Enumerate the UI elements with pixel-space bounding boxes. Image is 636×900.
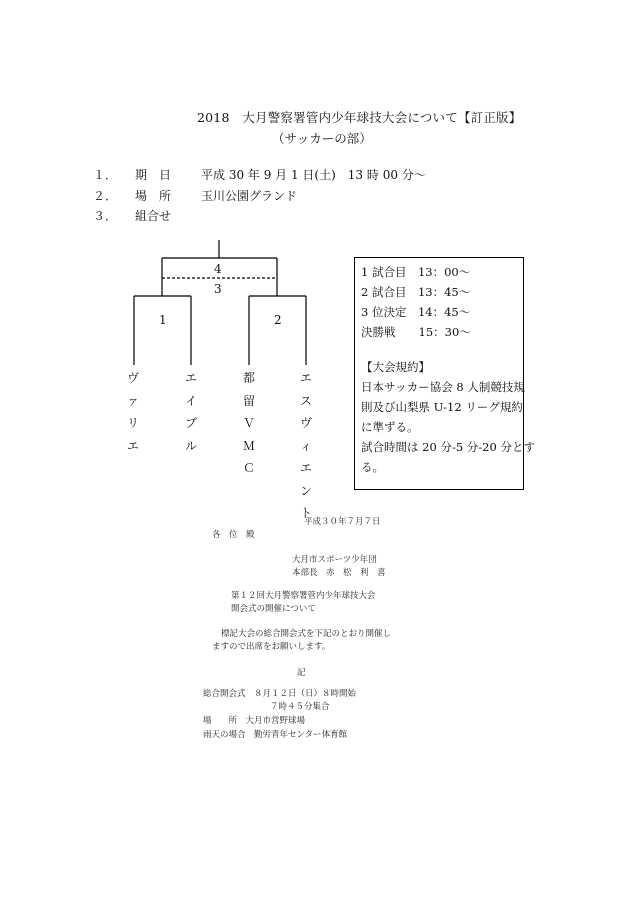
rules-line: 試合時間は 20 分-5 分-20 分とす bbox=[361, 440, 535, 454]
schedule-line: 3 位決定 14：45～ bbox=[361, 305, 471, 319]
notice-ki: 記 bbox=[297, 668, 306, 678]
rules-line: に準ずる。 bbox=[361, 420, 419, 434]
item-place-number: ２． bbox=[93, 189, 118, 203]
team-name: 都留ＶＭＣ bbox=[242, 371, 255, 475]
notice-detail: 雨天の場合 勤労青年センター体育館 bbox=[203, 730, 348, 740]
notice-detail: ７時４５分集合 bbox=[270, 702, 330, 712]
notice-body: 標記大会の総合開会式を下記のとおり開催し bbox=[221, 629, 392, 639]
team-name: エスヴィエント bbox=[299, 371, 312, 520]
rules-line: 則及び山梨県 U-12 リーグ規約 bbox=[361, 400, 523, 414]
rules-line: る。 bbox=[361, 460, 384, 474]
bracket-final-label: 4 bbox=[214, 262, 222, 276]
notice-detail: 場 所 大月市営野球場 bbox=[203, 716, 306, 726]
schedule-box bbox=[354, 257, 535, 490]
document-title: 2018 大月警察署管内少年球技大会について【訂正版】 bbox=[197, 110, 522, 125]
item-bracket-number: ３． bbox=[93, 209, 118, 223]
team-name: エイブル bbox=[184, 371, 197, 453]
bracket-match2-label: 2 bbox=[274, 313, 282, 327]
notice-subject: 開会式の開催について bbox=[231, 604, 316, 614]
notice-body: ますので出席をお願いします。 bbox=[212, 642, 331, 652]
notice-subject: 第１２回大月警察署管内少年球技大会 bbox=[231, 591, 376, 601]
item-date-value: 平成 30 年 9 月 1 日(土) 13 時 00 分～ bbox=[201, 168, 426, 182]
notice-detail: 総合開会式 ８月１２日（日）８時開始 bbox=[203, 689, 357, 699]
notice-organization: 大月市スポーツ少年団 bbox=[292, 555, 377, 565]
schedule-line: 1 試合目 13：00～ bbox=[361, 265, 471, 279]
item-bracket-label: 組合せ bbox=[135, 209, 172, 223]
notice-sender: 本部長 赤 松 利 喜 bbox=[292, 568, 386, 578]
item-date-number: １． bbox=[93, 168, 118, 182]
bracket-match1-label: 1 bbox=[159, 313, 167, 327]
rules-line: 日本サッカー協会 8 人制競技規 bbox=[361, 380, 525, 394]
rules-heading: 【大会規約】 bbox=[361, 360, 430, 374]
bracket-third-place-label: 3 bbox=[214, 282, 222, 296]
team-name: ヴァリエ bbox=[126, 371, 139, 453]
item-place-value: 玉川公園グランド bbox=[201, 189, 298, 203]
item-date-label: 期 日 bbox=[135, 168, 172, 182]
item-place-label: 場 所 bbox=[135, 189, 172, 203]
schedule-line: 2 試合目 13：45～ bbox=[361, 285, 471, 299]
schedule-line: 決勝戦 15：30～ bbox=[361, 325, 471, 339]
notice-date: 平成３０年７月７日 bbox=[304, 517, 381, 527]
notice-addressee: 各 位 殿 bbox=[212, 530, 255, 540]
document-subtitle: （サッカーの部） bbox=[272, 131, 372, 146]
